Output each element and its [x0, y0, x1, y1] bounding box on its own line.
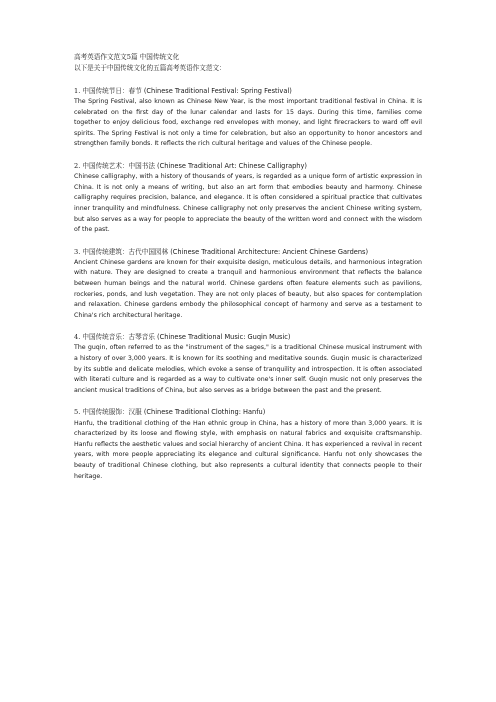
section-heading-cn: 3. 中国传统建筑：古代中国园林: [74, 247, 169, 256]
essay-section-1: [74, 86, 422, 150]
section-heading-cn: 1. 中国传统节日：春节: [74, 87, 142, 95]
section-heading: [74, 161, 422, 172]
section-body: Ancient Chinese gardens are known for their exquisite design, meticulous details, and harmonious integration with nature. They are designed to create a tranquil and harmonious environment that reflects the balance between human beings and the natural world. Chinese gardens often feature elements such as pavilions, rockeries, ponds, and lush vegetation. They are not only places of beauty, but also spaces for contemplation and relaxation. Chinese gardens embody the philosophical concept of harmony and serve as a testament to China's rich architectural heritage.: [74, 258, 422, 319]
essay-section-4: [74, 332, 422, 396]
section-heading: [74, 86, 422, 97]
document-page: [74, 52, 422, 493]
section-heading-en: (Chinese Traditional Art: Chinese Calligraphy): [157, 162, 307, 171]
section-body: The Spring Festival, also known as Chinese New Year, is the most important traditional festival in China. It is celebrated on the first day of the lunar calendar and lasts for 15 days. During this time, families come together to enjoy delicious food, exchange red envelopes with money, and light firecrackers to ward off evil spirits. The Spring Festival is not only a time for celebration, but also an opportunity to honor ancestors and strengthen family bonds. It reflects the rich cultural heritage and values of the Chinese people.: [74, 98, 422, 148]
section-heading-cn: 5. 中国传统服饰：汉服: [74, 408, 142, 417]
section-heading-en: (Chinese Traditional Music: Guqin Music): [157, 333, 291, 342]
section-body: Chinese calligraphy, with a history of thousands of years, is regarded as a unique form of artistic expression in China. It is not only a means of writing, but also an art form that embodies beauty and harmony. Chinese calligraphy requires precision, balance, and elegance. It is often considered a spiritual practice that cultivates inner tranquility and mindfulness. Chinese calligraphy not only preserves the ancient Chinese writing system, but also serves as a way for people to appreciate the beauty of the written word and connect with the wisdom of the past.: [74, 173, 422, 234]
essay-section-2: [74, 161, 422, 236]
essay-section-3: [74, 247, 422, 322]
section-heading-cn: 4. 中国传统音乐：古琴音乐: [74, 333, 155, 342]
section-heading-en: (Chinese Traditional Clothing: Hanfu): [143, 408, 266, 417]
section-heading: [74, 247, 422, 258]
document-title: 高考英语作文范文5篇 中国传统文化: [74, 53, 180, 61]
section-heading: [74, 407, 422, 418]
section-heading-en: (Chinese Traditional Festival: Spring Festival): [143, 87, 292, 95]
section-heading: [74, 332, 422, 343]
essay-section-5: [74, 407, 422, 482]
document-intro: 以下是关于中国传统文化的五篇高考英语作文范文：: [74, 63, 226, 72]
section-heading-en: (Chinese Traditional Architecture: Ancient Chinese Gardens): [170, 247, 369, 256]
section-body: The guqin, often referred to as the "instrument of the sages," is a traditional Chinese musical instrument with a history of over 3,000 years. It is known for its soothing and meditative sounds. Guqin music is characterized by its subtle and delicate melodies, which evoke a sense of tranquility and introspection. It is often associated with literati culture and is regarded as a way to cultivate one's inner self. Guqin music not only preserves the ancient musical traditions of China, but also serves as a bridge between the past and the present.: [74, 344, 422, 394]
section-body: Hanfu, the traditional clothing of the Han ethnic group in China, has a history of more than 3,000 years. It is characterized by its loose and flowing style, with emphasis on natural fabrics and exquisite craftsmanship. Hanfu reflects the aesthetic values and social hierarchy of ancient China. It has experienced a revival in recent years, with more people appreciating its elegance and cultural significance. Hanfu not only showcases the beauty of traditional Chinese clothing, but also represents a cultural identity that connects people to their heritage.: [74, 419, 422, 480]
section-heading-cn: 2. 中国传统艺术：中国书法: [74, 162, 155, 171]
